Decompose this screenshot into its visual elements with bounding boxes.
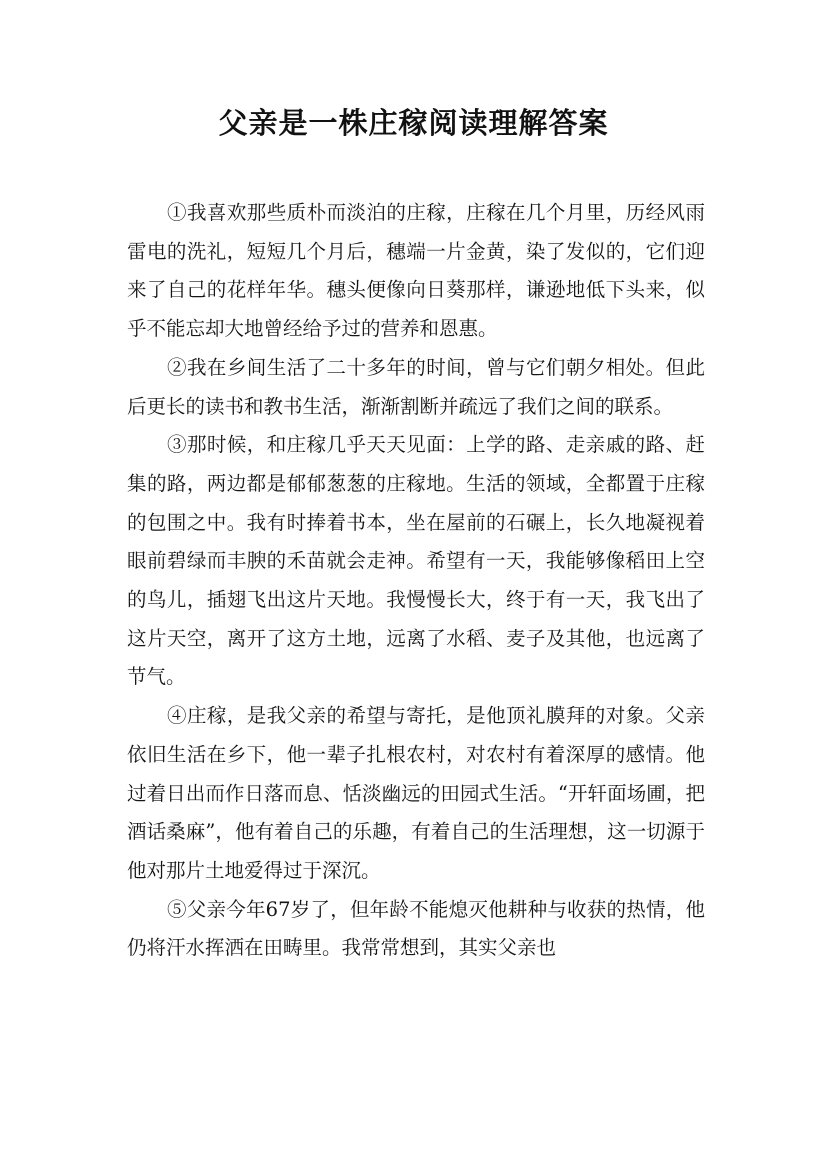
paragraph-4: ④庄稼，是我父亲的希望与寄托，是他顶礼膜拜的对象。父亲依旧生活在乡下，他一辈子扎根农村，对农村有着深厚的感情。他过着日出而作日落而息、恬淡幽远的田园式生活。“开轩面场圃，把酒话桑麻”，他有着自己的乐趣，有着自己的生活理想，这一切源于他对那片土地爱得过于深沉。	[127, 704, 705, 882]
paragraph-2: ②我在乡间生活了二十多年的时间，曾与它们朝夕相处。但此后更长的读书和教书生活，渐渐割断并疏远了我们之间的联系。	[127, 355, 705, 418]
paragraph-3: ③那时候，和庄稼几乎天天见面：上学的路、走亲戚的路、赶集的路，两边都是郁郁葱葱的庄稼地。生活的领域，全都置于庄稼的包围之中。我有时捧着书本，坐在屋前的石碾上，长久地凝视着眼前碧绿而丰腴的禾苗就会走神。希望有一天，我能够像稻田上空的鸟儿，插翅飞出这片天地。我慢慢长大，终于有一天，我飞出了这片天空，离开了这方土地，远离了水稻、麦子及其他，也远离了节气。	[127, 433, 705, 689]
paragraph-1: ①我喜欢那些质朴而淡泊的庄稼，庄稼在几个月里，历经风雨雷电的洗礼，短短几个月后，穗端一片金黄，染了发似的，它们迎来了自己的花样年华。穗头便像向日葵那样，谦逊地低下头来，似乎不能忘却大地曾经给予过的营养和恩惠。	[127, 201, 705, 341]
document-body	[127, 194, 705, 968]
document-title: 父亲是一株庄稼阅读理解答案	[218, 106, 609, 140]
paragraph-5: ⑤父亲今年67岁了，但年龄不能熄灭他耕种与收获的热情，他仍将汗水挥洒在田畴里。我常常想到，其实父亲也	[127, 897, 705, 960]
